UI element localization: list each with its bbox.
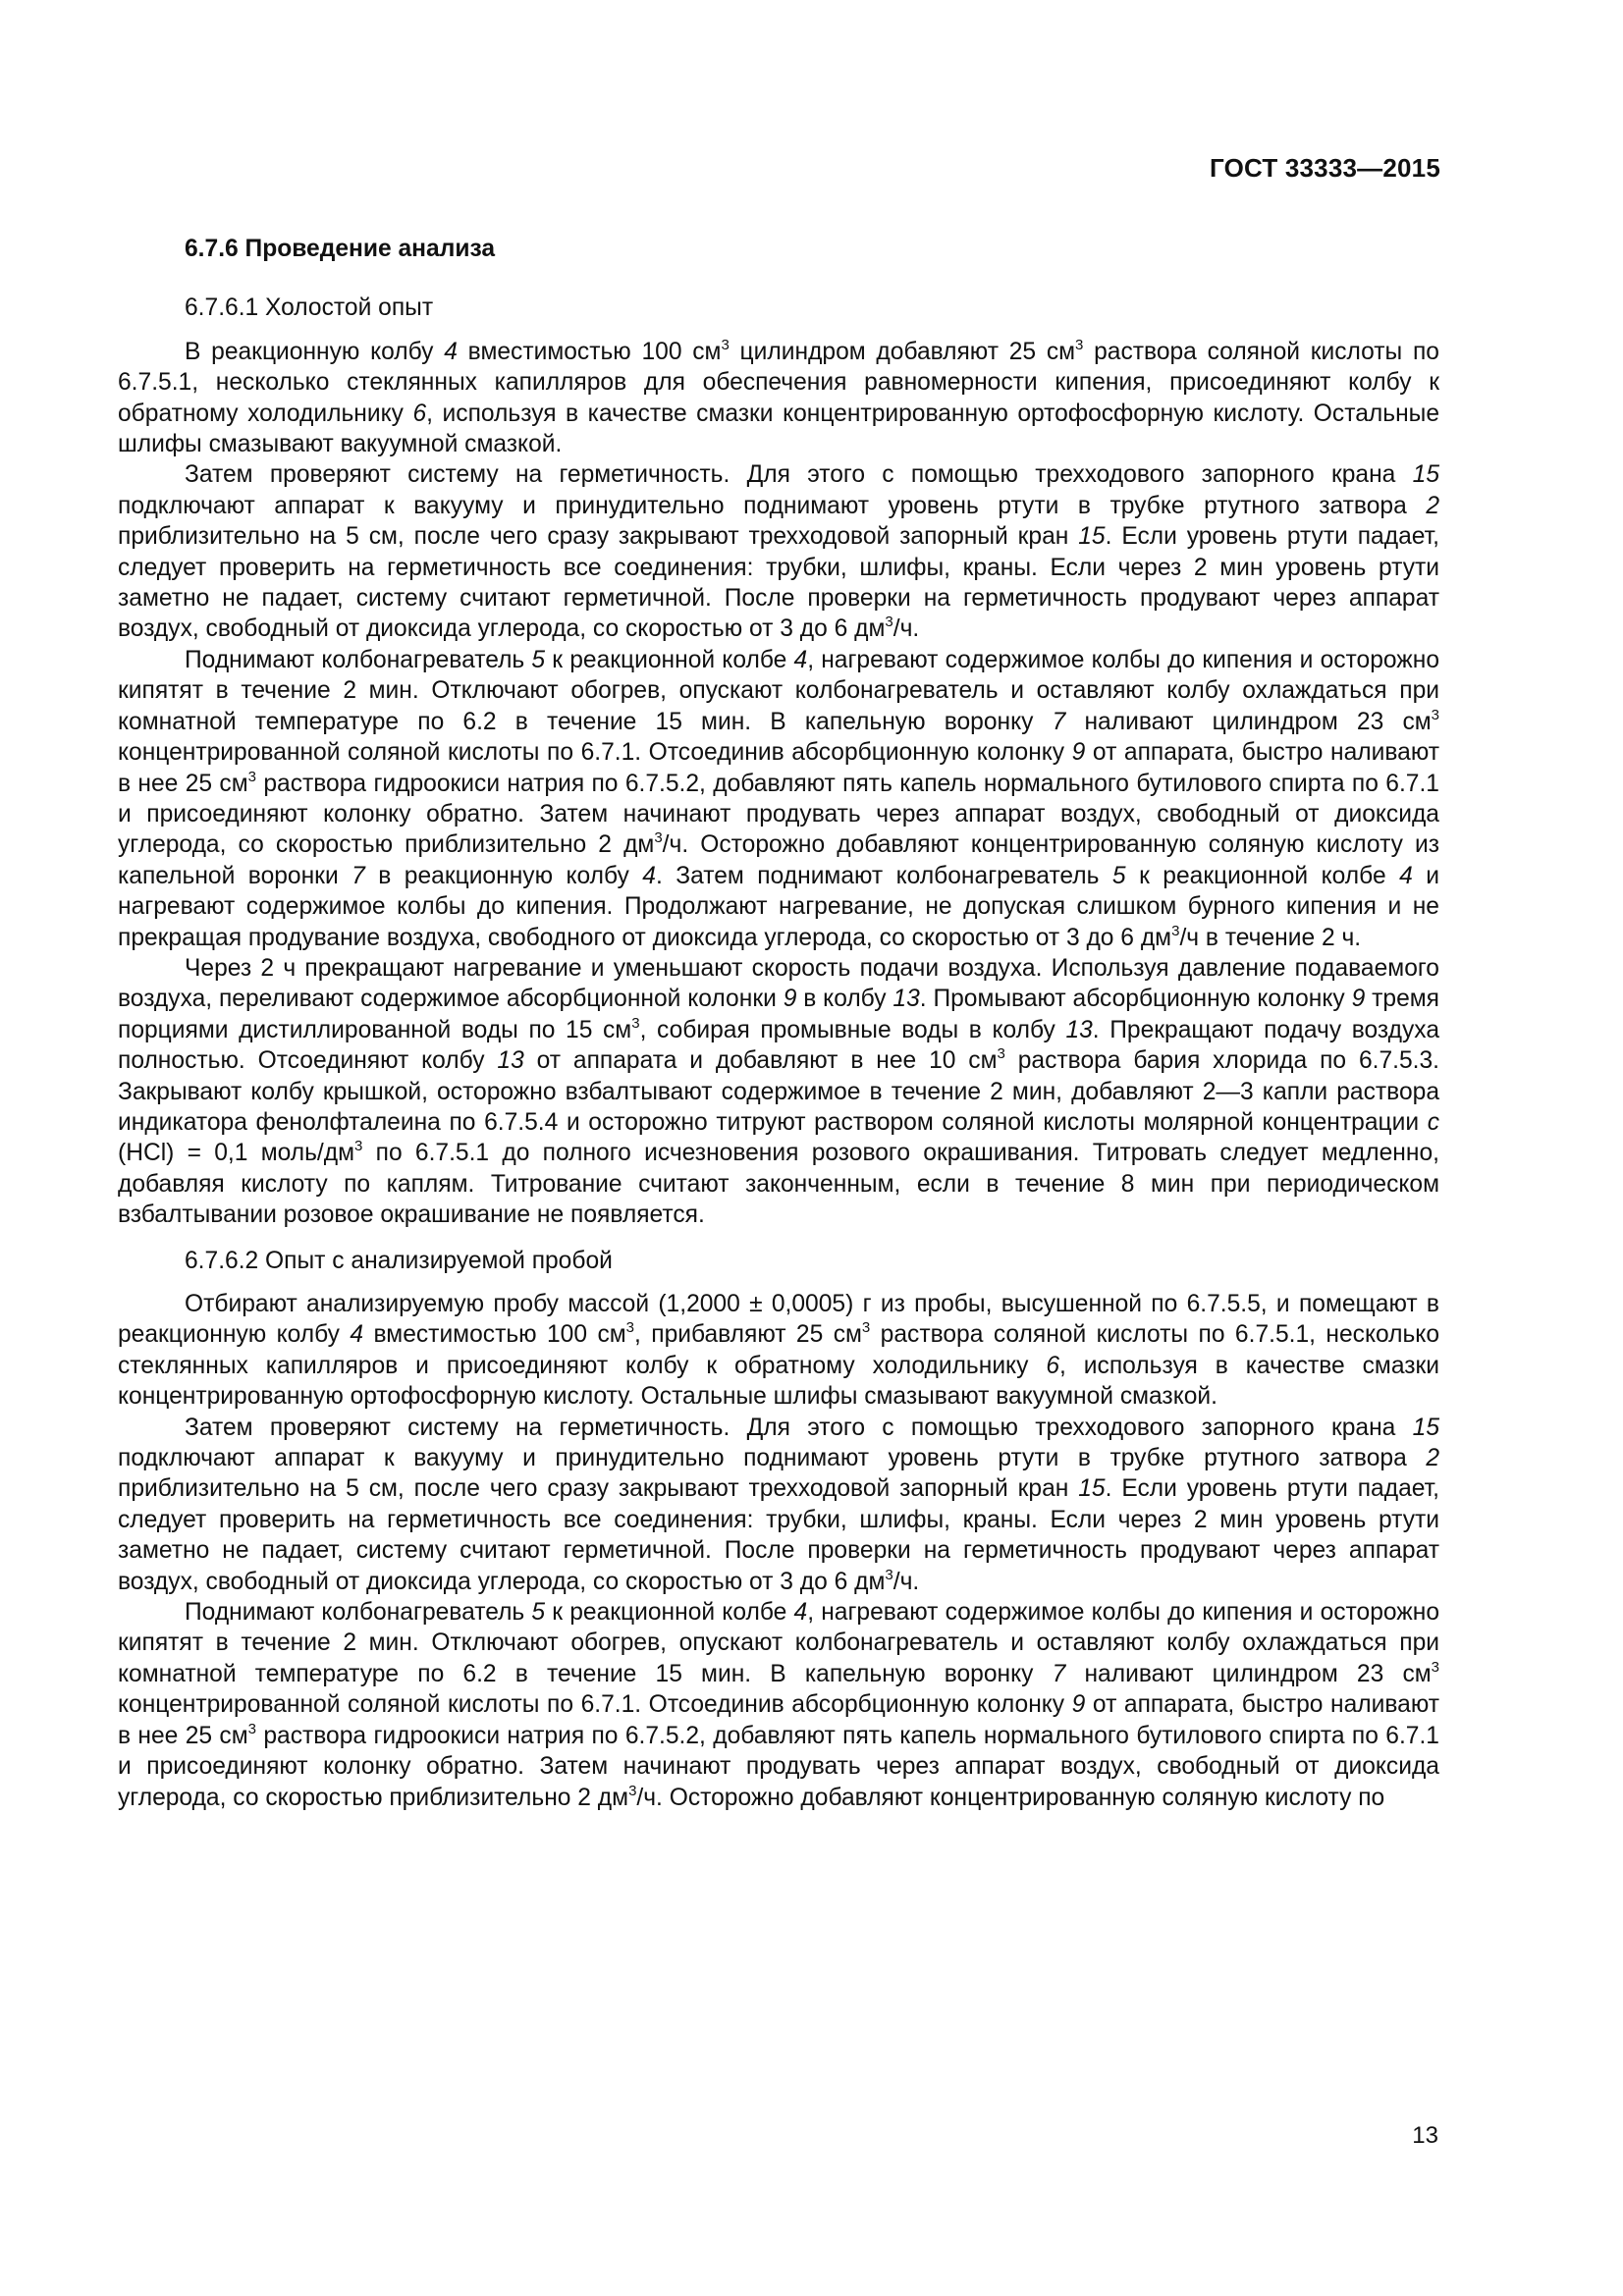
subsection-title-blank: 6.7.6.1 Холостой опыт [185, 294, 434, 322]
paragraph-sample-1: Отбирают анализируемую пробу массой (1,2000 ± 0,0005) г из пробы, высушенной по 6.7.5.5, и помещают в реакционную колбу 4 вместимостью 100 $см^3$, прибавляют 25 $см^3$ раствора соляной кислоты по 6.7.5.1, несколько стеклянных капилляров и присоединяют колбу к обратному холодильнику 6, используя в качестве смазки концентрированную ортофосфорную кислоту. Остальные шлифы смазывают вакуумной смазкой. [118, 1291, 1439, 1411]
paragraph-blank-4: Через 2 ч прекращают нагревание и уменьшают скорость подачи воздуха. Используя давление подаваемого воздуха, переливают содержимое абсорбционной колонки 9 в колбу 13. Промывают абсорбционную колонку 9 тремя порциями дистиллированной воды по 15 $см^3$, собирая промывные воды в колбу 13. Прекращают подачу воздуха полностью. Отсоединяют колбу 13 от аппарата и добавляют в нее 10 $см^3$ раствора бария хлорида по 6.7.5.3. Закрывают колбу крышкой, осторожно взбалтывают содержимое в течение 2 мин, добавляют 2—3 капли раствора индикатора фенолфталеина по 6.7.5.4 и осторожно титруют раствором соляной кислоты молярной концентрации c (HCl) = 0,1 моль/$дм^3$ по 6.7.5.1 до полного исчезновения розового окрашивания. Титровать следует медленно, добавляя кислоту по каплям. Титрование считают законченным, если в течение 8 мин при периодическом взбалтывании розовое окрашивание не появляется. [118, 954, 1440, 1229]
subsection-title-sample: 6.7.6.2 Опыт с анализируемой пробой [185, 1247, 613, 1274]
paragraph-sample-2: Затем проверяют систему на герметичность. Для этого с помощью трехходового запорного крана 15 подключают аппарат к вакууму и принудительно поднимают уровень ртути в трубке ртутного затвора 2 приблизительно на 5 см, после чего сразу закрывают трехходовой запорный кран 15. Если уровень ртути падает, следует проверить на герметичность все соединения: трубки, шлифы, краны. Если через 2 мин уровень ртути заметно не падает, систему считают герметичной. После проверки на герметичность продувают через аппарат воздух, свободный от диоксида углерода, со скоростью от 3 до 6 $дм^3/ч$. [118, 1414, 1439, 1595]
paragraph-blank-2: Затем проверяют систему на герметичность. Для этого с помощью трехходового запорного крана 15 подключают аппарат к вакууму и принудительно поднимают уровень ртути в трубке ртутного затвора 2 приблизительно на 5 см, после чего сразу закрывают трехходовой запорный кран 15. Если уровень ртути падает, следует проверить на герметичность все соединения: трубки, шлифы, краны. Если через 2 мин уровень ртути заметно не падает, систему считают герметичной. После проверки на герметичность продувают через аппарат воздух, свободный от диоксида углерода, со скоростью от 3 до 6 $дм^3/ч$. [118, 461, 1439, 643]
paragraph-blank-1: В реакционную колбу 4 вместимостью 100 $см^3$ цилиндром добавляют 25 $см^3$ раствора соляной кислоты по 6.7.5.1, несколько стеклянных капилляров для обеспечения равномерности кипения, присоединяют колбу к обратному холодильнику 6, используя в качестве смазки концентрированную ортофосфорную кислоту. Остальные шлифы смазывают вакуумной смазкой. [118, 336, 1439, 458]
page-number: 13 [1412, 2122, 1438, 2149]
section-title: 6.7.6 Проведение анализа [185, 236, 496, 262]
paragraph-blank-3: Поднимают колбонагреватель 5 к реакционной колбе 4, нагревают содержимое колбы до кипения и осторожно кипятят в течение 2 мин. Отключают обогрев, опускают колбонагреватель и оставляют колбу охлаждаться при комнатной температуре по 6.2 в течение 15 мин. В капельную воронку 7 наливают цилиндром 23 $см^3$ концентрированной соляной кислоты по 6.7.1. Отсоединив абсорбционную колонку 9 от аппарата, быстро наливают в нее 25 $см^3$ раствора гидроокиси натрия по 6.7.5.2, добавляют пять капель нормального бутилового спирта по 6.7.1 и присоединяют колонку обратно. Затем начинают продувать через аппарат воздух, свободный от диоксида углерода, со скоростью приблизительно 2 $дм^3/ч$. Осторожно добавляют концентрированную соляную кислоту из капельной воронки 7 в реакционную колбу 4. Затем поднимают колбонагреватель 5 к реакционной колбе 4 и нагревают содержимое колбы до кипения. Продолжают нагревание, не допуская слишком бурного кипения и не прекращая продувание воздуха, свободного от диоксида углерода, со скоростью от 3 до 6 $дм^3/ч$ в течение 2 ч. [118, 646, 1440, 951]
document-body [118, 234, 1439, 1813]
document-id-header: ГОСТ 33333—2015 [1210, 153, 1440, 183]
paragraph-sample-3: Поднимают колбонагреватель 5 к реакционной колбе 4, нагревают содержимое колбы до кипения и осторожно кипятят в течение 2 мин. Отключают обогрев, опускают колбонагреватель и оставляют колбу охлаждаться при комнатной температуре по 6.2 в течение 15 мин. В капельную воронку 7 наливают цилиндром 23 $см^3$ концентрированной соляной кислоты по 6.7.1. Отсоединив абсорбционную колонку 9 от аппарата, быстро наливают в нее 25 $см^3$ раствора гидроокиси натрия по 6.7.5.2, добавляют пять капель нормального бутилового спирта по 6.7.1 и присоединяют колонку обратно. Затем начинают продувать через аппарат воздух, свободный от диоксида углерода, со скоростью приблизительно 2 $дм^3/ч$. Осторожно добавляют концентрированную соляную кислоту по [118, 1599, 1440, 1811]
